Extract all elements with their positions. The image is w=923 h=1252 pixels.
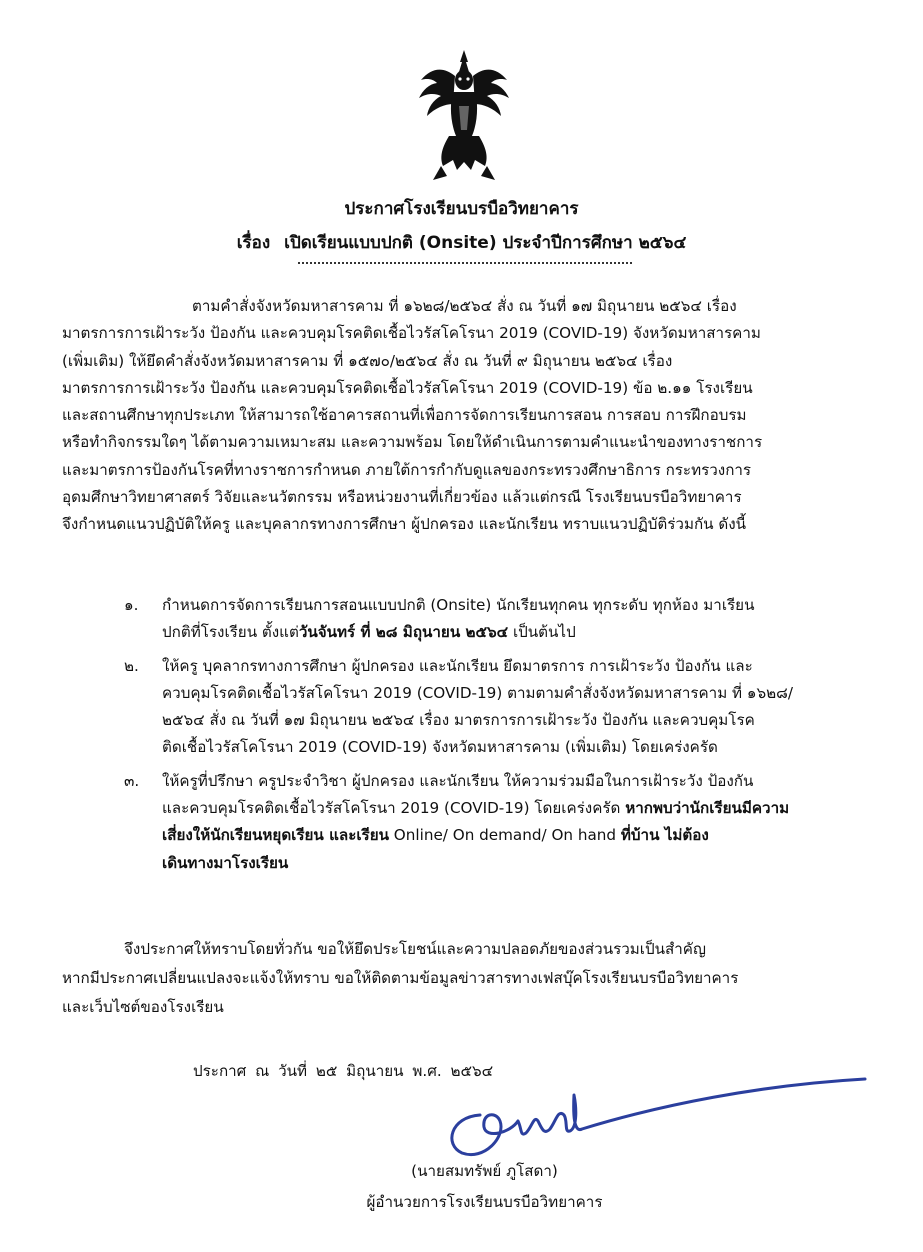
- dotted-divider: [298, 262, 632, 264]
- list-item: [62, 768, 892, 877]
- announcement-subject: [0, 231, 923, 255]
- item-date-bold: วันจันทร์ ที่ ๒๘ มิถุนายน ๒๕๖๔: [298, 623, 509, 642]
- garuda-emblem-icon: [413, 46, 515, 186]
- announcement-date: ประกาศ ณ วันที่ ๒๕ มิถุนายน พ.ศ. ๒๕๖๔: [193, 1062, 494, 1080]
- item-line: [162, 822, 892, 849]
- closing-line: หากมีประกาศเปลี่ยนแปลงจะแจ้งให้ทราบ ขอให้ติดตามข้อมูลข่าวสารทางเฟสบุ๊คโรงเรียนบรบือวิทยาคาร: [62, 969, 739, 987]
- list-item: [62, 592, 892, 647]
- intro-paragraph: [62, 293, 872, 539]
- intro-line: และสถานศึกษาทุกประเภท ให้สามารถใช้อาคารสถานที่เพื่อการจัดการเรียนการสอน การสอบ การฝึกอบรม: [62, 406, 747, 425]
- signatory-position-text: ผู้อำนวยการโรงเรียนบรบือวิทยาคาร: [366, 1193, 603, 1211]
- intro-line: หรือทำกิจกรรมใดๆ ได้ตามความเหมาะสม และความพร้อม โดยให้ดำเนินการตามคำแนะนำของทางราชการ: [62, 433, 763, 452]
- item-text-bold: หากพบว่านักเรียนมีความ: [625, 799, 790, 818]
- intro-line: ตามคำสั่งจังหวัดมหาสารคาม ที่ ๑๖๒๘/๒๕๖๔ สั่ง ณ วันที่ ๑๗ มิถุนายน ๒๕๖๔ เรื่อง: [192, 297, 737, 315]
- list-item: [62, 653, 892, 762]
- item-line: ให้ครูที่ปรึกษา ครูประจำวิชา ผู้ปกครอง และนักเรียน ให้ความร่วมมือในการเฝ้าระวัง ป้องกัน: [162, 771, 754, 790]
- closing-line: จึงประกาศให้ทราบโดยทั่วกัน ขอให้ยึดประโยชน์และความปลอดภัยของส่วนรวมเป็นสำคัญ: [124, 940, 706, 958]
- item-number: ๒.: [124, 656, 139, 675]
- item-text: เป็นต้นไป: [508, 623, 576, 642]
- intro-line: มาตรการการเฝ้าระวัง ป้องกัน และควบคุมโรคติดเชื้อไวรัสโคโรนา 2019 (COVID-19) ข้อ ๒.๑๑ โรงเรียน: [62, 378, 753, 397]
- item-text-bold: ที่บ้าน ไม่ต้อง: [620, 826, 709, 845]
- closing-line: และเว็บไซต์ของโรงเรียน: [62, 998, 224, 1016]
- intro-line: (เพิ่มเติม) ให้ยึดคำสั่งจังหวัดมหาสารคาม ที่ ๑๕๗๐/๒๕๖๔ สั่ง ณ วันที่ ๙ มิถุนายน ๒๕๖๔ เรื่อง: [62, 351, 673, 370]
- signature-icon: [440, 1075, 870, 1170]
- item-line: ควบคุมโรคติดเชื้อไวรัสโคโรนา 2019 (COVID-19) ตามตามคำสั่งจังหวัดมหาสารคาม ที่ ๑๖๒๘/: [162, 683, 793, 702]
- intro-line: อุดมศึกษาวิทยาศาสตร์ วิจัยและนวัตกรรม หรือหน่วยงานที่เกี่ยวข้อง แล้วแต่กรณี โรงเรียนบรบือวิทยาคาร: [62, 488, 742, 507]
- item-line: เดินทางมาโรงเรียน: [162, 853, 289, 872]
- item-line: [162, 619, 892, 646]
- signatory-name-text: (นายสมทรัพย์ ภูโสดา): [411, 1162, 558, 1180]
- intro-line: และมาตรการป้องกันโรคที่ทางราชการกำหนด ภายใต้การกำกับดูแลของกระทรวงศึกษาธิการ กระทรวงการ: [62, 460, 752, 479]
- item-number: ๓.: [124, 771, 140, 790]
- signatory-name: [0, 1159, 923, 1183]
- closing-paragraph: [62, 935, 872, 1022]
- item-number: ๑.: [124, 596, 139, 614]
- item-line: [162, 795, 892, 822]
- item-line: ๒๕๖๔ สั่ง ณ วันที่ ๑๗ มิถุนายน ๒๕๖๔ เรื่อง มาตรการการเฝ้าระวัง ป้องกัน และควบคุมโรค: [162, 711, 755, 730]
- item-text: และควบคุมโรคติดเชื้อไวรัสโคโรนา 2019 (COVID-19) โดยเคร่งครัด: [162, 799, 626, 818]
- intro-line: จึงกำหนดแนวปฏิบัติให้ครู และบุคลากรทางการศึกษา ผู้ปกครอง และนักเรียน ทราบแนวปฏิบัติร่วมกัน ดังนี้: [62, 515, 747, 534]
- subject-label: เรื่อง: [236, 233, 271, 253]
- announcement-title: ประกาศโรงเรียนบรบือวิทยาคาร: [344, 199, 579, 219]
- intro-line: มาตรการการเฝ้าระวัง ป้องกัน และควบคุมโรคติดเชื้อไวรัสโคโรนา 2019 (COVID-19) จังหวัดมหาสารคาม: [62, 324, 761, 343]
- item-line: ให้ครู บุคลากรทางการศึกษา ผู้ปกครอง และนักเรียน ยึดมาตรการ การเฝ้าระวัง ป้องกัน และ: [162, 656, 753, 675]
- item-text: Online/ On demand/ On hand: [388, 826, 621, 845]
- item-line: กำหนดการจัดการเรียนการสอนแบบปกติ (Onsite) นักเรียนทุกคน ทุกระดับ ทุกห้อง มาเรียน: [162, 596, 755, 614]
- item-text: ปกติที่โรงเรียน ตั้งแต่: [162, 623, 299, 642]
- guideline-list: [62, 592, 892, 883]
- subject-text: เปิดเรียนแบบปกติ (Onsite) ประจำปีการศึกษา ๒๕๖๔: [284, 233, 687, 253]
- item-text-bold: เสี่ยงให้นักเรียนหยุดเรียน และเรียน: [162, 826, 389, 845]
- signatory-position: [0, 1190, 923, 1214]
- item-line: ติดเชื้อไวรัสโคโรนา 2019 (COVID-19) จังหวัดมหาสารคาม (เพิ่มเติม) โดยเคร่งครัด: [162, 738, 718, 757]
